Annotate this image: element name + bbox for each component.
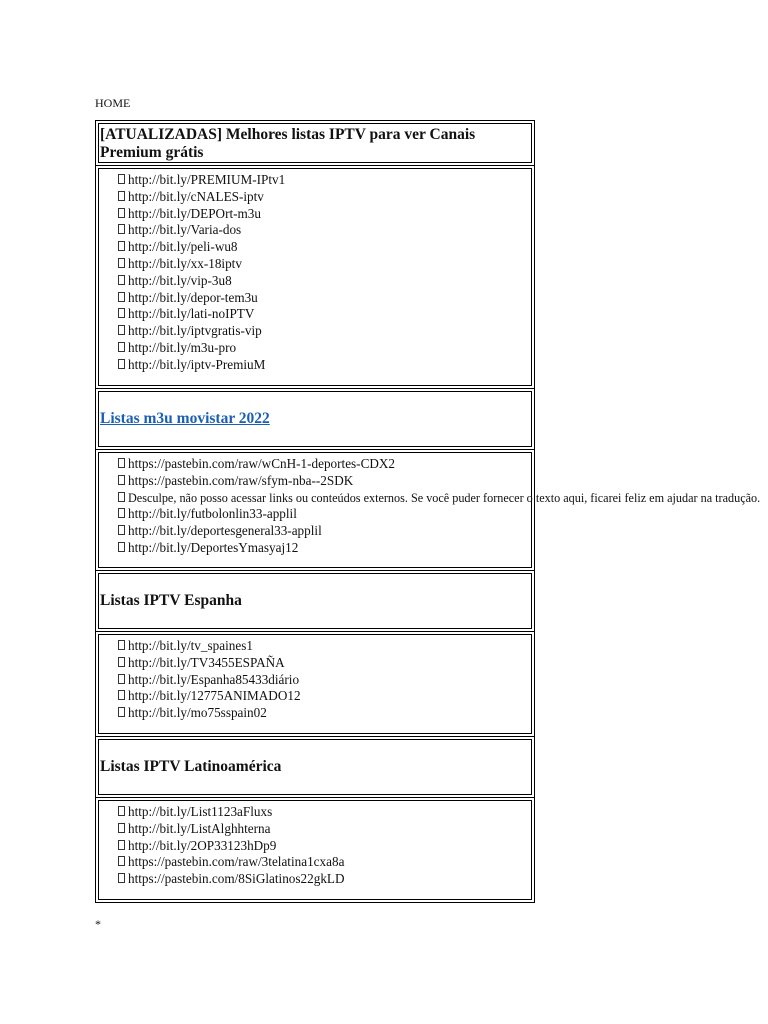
section-heading: Listas IPTV Latinoamérica <box>100 758 282 775</box>
section-heading-cell <box>98 573 532 629</box>
home-link[interactable]: HOME <box>95 96 131 110</box>
checkbox-icon <box>118 856 125 866</box>
checkbox-icon <box>118 325 125 335</box>
section-list-cell <box>98 634 532 734</box>
link-text[interactable]: http://bit.ly/peli-wu8 <box>128 239 238 255</box>
section-list-cell <box>98 800 532 900</box>
link-text[interactable]: http://bit.ly/ListAlghhterna <box>128 820 271 836</box>
link-text[interactable]: http://bit.ly/lati-noIPTV <box>128 306 255 322</box>
checkbox-icon <box>118 275 125 285</box>
checkbox-icon <box>118 840 125 850</box>
checkbox-icon <box>118 542 125 552</box>
section-heading-row <box>96 389 535 450</box>
link-text[interactable]: http://bit.ly/futbolonlin33-applil <box>128 506 297 522</box>
section-list-row <box>96 798 535 903</box>
link-list <box>99 638 531 722</box>
section-heading-cell <box>98 391 532 447</box>
checkbox-icon <box>118 508 125 518</box>
list-item[interactable] <box>118 239 531 256</box>
link-text[interactable]: http://bit.ly/12775ANIMADO12 <box>128 688 301 704</box>
list-item[interactable] <box>118 290 531 307</box>
link-text[interactable]: http://bit.ly/TV3455ESPAÑA <box>128 654 285 670</box>
checkbox-icon <box>118 208 125 218</box>
checkbox-icon <box>118 458 125 468</box>
checkbox-icon <box>118 873 125 883</box>
link-text[interactable]: https://pastebin.com/raw/3telatina1cxa8a <box>128 854 345 870</box>
checkbox-icon <box>118 707 125 717</box>
link-list <box>99 804 531 888</box>
section-heading-cell <box>98 739 532 795</box>
checkbox-icon <box>118 823 125 833</box>
link-text[interactable]: http://bit.ly/PREMIUM-IPtv1 <box>128 172 286 187</box>
section-list-cell <box>98 452 761 568</box>
list-item[interactable] <box>118 206 531 223</box>
list-item[interactable] <box>118 456 531 473</box>
checkbox-icon <box>118 191 125 201</box>
checkbox-icon <box>118 475 125 485</box>
section-list-cell <box>98 168 532 386</box>
link-text[interactable]: http://bit.ly/Varia-dos <box>128 222 242 238</box>
checkbox-icon <box>118 640 125 650</box>
list-item[interactable] <box>118 357 531 374</box>
link-text[interactable]: http://bit.ly/cNALES-iptv <box>128 188 264 204</box>
list-item[interactable] <box>118 854 531 871</box>
section-heading-link[interactable]: Listas m3u movistar 2022 <box>100 410 270 427</box>
checkbox-icon <box>118 258 125 268</box>
checkbox-icon <box>118 342 125 352</box>
list-text: Desculpe, não posso acessar links ou conteúdos externos. Se você puder fornecer o texto aqui, ficarei feliz em ajudar na tradução. <box>128 490 761 505</box>
link-text[interactable]: http://bit.ly/vip-3u8 <box>128 272 232 288</box>
list-item[interactable] <box>118 340 531 357</box>
checkbox-icon <box>118 241 125 251</box>
list-item[interactable] <box>118 672 531 689</box>
section-heading-row <box>96 571 535 632</box>
iptv-lists-table <box>95 120 761 903</box>
link-text[interactable]: http://bit.ly/Espanha85433diário <box>128 671 300 687</box>
link-text[interactable]: http://bit.ly/iptv-PremiuM <box>128 356 266 372</box>
list-item[interactable] <box>118 172 531 189</box>
list-item[interactable] <box>118 473 531 490</box>
link-text[interactable]: http://bit.ly/List1123aFluxs <box>128 804 273 819</box>
list-item[interactable] <box>118 273 531 290</box>
checkbox-icon <box>118 674 125 684</box>
link-text[interactable]: https://pastebin.com/raw/wCnH-1-deportes-CDX2 <box>128 456 396 471</box>
list-item[interactable] <box>118 804 531 821</box>
link-text[interactable]: http://bit.ly/deportesgeneral33-applil <box>128 523 322 539</box>
link-text[interactable]: http://bit.ly/xx-18iptv <box>128 255 242 271</box>
list-item[interactable] <box>118 306 531 323</box>
section-heading: Listas IPTV Espanha <box>100 592 242 609</box>
checkbox-icon <box>118 657 125 667</box>
link-text[interactable]: http://bit.ly/tv_spaines1 <box>128 638 253 653</box>
link-text[interactable]: https://pastebin.com/raw/sfym-nba--2SDK <box>128 472 354 488</box>
section-list-row <box>96 166 535 389</box>
link-text[interactable]: http://bit.ly/depor-tem3u <box>128 289 258 305</box>
list-item[interactable] <box>118 838 531 855</box>
link-text[interactable]: https://pastebin.com/8SiGlatinos22gkLD <box>128 871 345 887</box>
list-item[interactable] <box>118 189 531 206</box>
checkbox-icon <box>118 359 125 369</box>
link-list <box>99 172 531 374</box>
list-item[interactable] <box>118 523 531 540</box>
checkbox-icon <box>118 174 125 184</box>
checkbox-icon <box>118 690 125 700</box>
footer-asterisk: * <box>95 917 101 931</box>
list-item[interactable] <box>118 506 531 523</box>
checkbox-icon <box>118 224 125 234</box>
link-text[interactable]: http://bit.ly/DeportesYmasyaj12 <box>128 539 299 555</box>
section-heading-row <box>96 121 535 166</box>
link-text[interactable]: http://bit.ly/m3u-pro <box>128 339 237 355</box>
checkbox-icon <box>118 292 125 302</box>
section-list-row <box>96 632 535 737</box>
list-item[interactable] <box>118 705 531 722</box>
list-item[interactable] <box>118 871 531 888</box>
list-item[interactable] <box>118 540 531 557</box>
section-heading: [ATUALIZADAS] Melhores listas IPTV para ver Canais Premium grátis <box>100 126 476 161</box>
list-item[interactable] <box>118 821 531 838</box>
list-item[interactable] <box>118 655 531 672</box>
link-text[interactable]: http://bit.ly/2OP33123hDp9 <box>128 837 277 853</box>
checkbox-icon <box>118 525 125 535</box>
list-item[interactable] <box>118 222 531 239</box>
link-text[interactable]: http://bit.ly/DEPOrt-m3u <box>128 205 261 221</box>
list-item[interactable] <box>118 638 531 655</box>
checkbox-icon <box>118 806 125 816</box>
checkbox-icon <box>118 492 125 502</box>
section-list-row <box>96 450 535 571</box>
list-item[interactable] <box>118 323 531 340</box>
list-item <box>118 490 761 507</box>
checkbox-icon <box>118 308 125 318</box>
list-item[interactable] <box>118 256 531 273</box>
link-list <box>99 456 761 557</box>
list-item[interactable] <box>118 688 531 705</box>
section-heading-cell <box>98 123 532 163</box>
link-text[interactable]: http://bit.ly/mo75sspain02 <box>128 705 267 721</box>
link-text[interactable]: http://bit.ly/iptvgratis-vip <box>128 323 262 339</box>
section-heading-row <box>96 737 535 798</box>
